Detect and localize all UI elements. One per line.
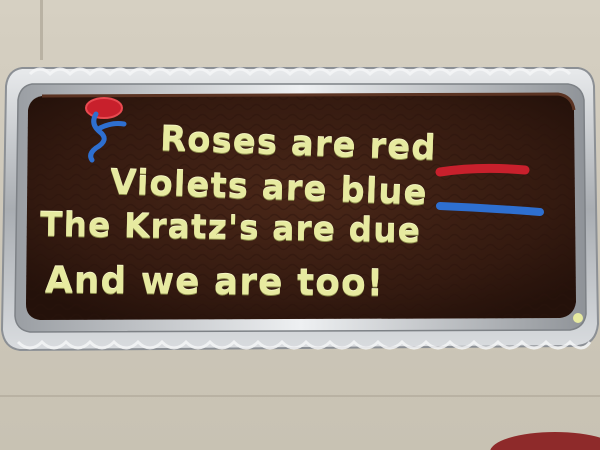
cake-text-line-2: Violets are blue [109,162,429,214]
cake-text-line-1: Roses are red [159,119,438,169]
tile-grout-bottom [0,395,600,397]
cake-text-line-4: And we are too! [44,260,385,305]
tile-grout-vertical [40,0,43,60]
icing-dot [573,313,583,323]
red-icing-stripe [440,168,525,172]
cake-text-line-3: The Kratz's are due [39,204,422,251]
